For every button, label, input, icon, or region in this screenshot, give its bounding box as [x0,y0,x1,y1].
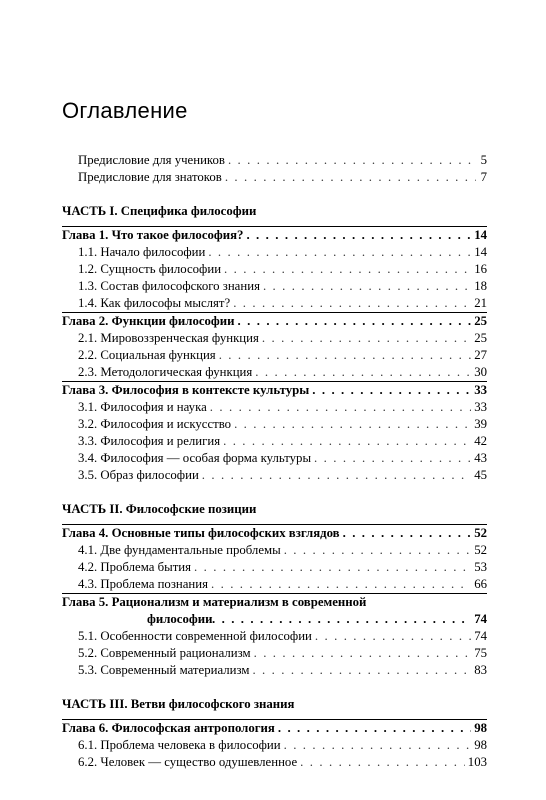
toc-page-number: 33 [474,400,487,414]
toc-section[interactable] [62,347,487,364]
toc-page-number: 33 [474,383,487,397]
toc-page-number: 21 [474,296,487,310]
toc-section[interactable] [62,330,487,347]
toc-page-number: 98 [474,738,487,752]
toc-page-number: 53 [474,560,487,574]
dot-leader [223,433,471,450]
toc-section-title: 1.2. Сущность философии [78,262,222,276]
toc-section-title: 1.3. Состав философского знания [78,279,260,293]
dot-leader [262,330,471,347]
toc-section-title: 3.1. Философия и наука [78,400,207,414]
dot-leader [284,542,472,559]
dot-leader [228,152,476,169]
toc-section-title: 4.2. Проблема бытия [78,560,192,574]
toc-section-title: 1.1. Начало философии [78,245,206,259]
toc-section[interactable] [62,399,487,416]
toc-section[interactable] [62,364,487,381]
toc-page-number: 74 [474,629,487,643]
toc-section[interactable] [62,737,487,754]
toc-section-title: 5.1. Особенности современной философии [78,629,312,643]
toc-part-2[interactable] [62,501,487,518]
toc-part-title: ЧАСТЬ III. Ветви философского знания [62,697,295,711]
toc-chapter-title-line1: Глава 5. Рационализм и материализм в современной [62,595,367,609]
dot-leader [225,169,476,186]
toc-page-number: 75 [474,646,487,660]
dot-leader [234,416,471,433]
toc-page-number: 52 [474,526,487,540]
toc-section[interactable] [62,416,487,433]
toc-section-title: 3.3. Философия и религия [78,434,221,448]
toc-section-title: 1.4. Как философы мыслят? [78,296,231,310]
toc-section[interactable] [62,754,487,771]
toc-section-title: 3.5. Образ философии [78,468,199,482]
toc-chapter-title: Глава 2. Функции философии [62,314,235,328]
toc-part-3[interactable] [62,696,487,713]
dot-leader [238,313,472,330]
dot-leader [284,737,472,754]
toc-chapter-title: Глава 3. Философия в контексте культуры [62,383,310,397]
toc-page-number: 98 [474,721,487,735]
toc-section[interactable] [62,467,487,484]
toc-section-title: 4.1. Две фундаментальные проблемы [78,543,281,557]
toc-page-number: 25 [474,331,487,345]
dot-leader [312,382,471,399]
toc-section[interactable] [62,662,487,679]
dot-leader [194,559,471,576]
toc-part-title: ЧАСТЬ I. Специфика философии [62,204,257,218]
toc-page-number: 5 [480,153,487,167]
toc-chapter-6[interactable] [62,720,487,737]
toc-page-number: 16 [474,262,487,276]
toc-heading: Оглавление [62,98,188,123]
toc-page-number: 30 [474,365,487,379]
toc-page-number: 14 [474,228,487,242]
toc-part-title: ЧАСТЬ II. Философские позиции [62,502,257,516]
dot-leader [315,628,471,645]
dot-leader [314,450,471,467]
toc-section[interactable] [62,261,487,278]
dot-leader [343,525,472,542]
dot-leader [252,662,471,679]
toc-chapter-title: Глава 4. Основные типы философских взглядов [62,526,340,540]
dot-leader [219,347,472,364]
toc-page-number: 7 [480,170,487,184]
dot-leader [246,227,471,244]
dot-leader [254,645,472,662]
toc-entry-title: Предисловие для знатоков [78,170,222,184]
toc-chapter-title: Глава 1. Что такое философия? [62,228,244,242]
toc-page-number: 42 [474,434,487,448]
toc-page-number: 74 [474,612,487,626]
toc-section-title: 6.2. Человек — существо одушевленное [78,755,298,769]
dot-leader [300,754,465,771]
dot-leader [202,467,471,484]
dot-leader [278,720,471,737]
dot-leader [208,244,471,261]
toc-chapter-title-line2: философии [147,612,213,626]
toc-section-title: 4.3. Проблема познания [78,577,208,591]
toc-section[interactable] [62,576,487,593]
toc-section[interactable] [62,244,487,261]
toc-entry-title: Предисловие для учеников [78,153,225,167]
toc-page-number: 45 [474,468,487,482]
toc-chapter-3[interactable] [62,382,487,399]
toc-section-title: 3.4. Философия — особая форма культуры [78,451,312,465]
dot-leader [212,611,471,628]
dot-leader [255,364,471,381]
toc-section[interactable] [62,628,487,645]
toc-page-number: 66 [474,577,487,591]
toc-page-number: 14 [474,245,487,259]
toc-chapter-4[interactable] [62,525,487,542]
toc-page-number: 83 [474,663,487,677]
toc-page-number: 52 [474,543,487,557]
toc-section-title: 3.2. Философия и искусство [78,417,232,431]
dot-leader [233,295,471,312]
dot-leader [210,399,471,416]
toc-section-title: 5.3. Современный материализм [78,663,250,677]
toc-section[interactable] [62,559,487,576]
toc-chapter-1[interactable] [62,227,487,244]
toc-page-number: 18 [474,279,487,293]
table-of-contents [62,152,487,771]
toc-part-1[interactable] [62,203,487,220]
toc-entry-preface-students[interactable] [62,152,487,169]
toc-page-number: 39 [474,417,487,431]
toc-section[interactable] [62,278,487,295]
dot-leader [211,576,471,593]
toc-section-title: 2.2. Социальная функция [78,348,216,362]
toc-section[interactable] [62,542,487,559]
toc-section-title: 5.2. Современный рационализм [78,646,251,660]
dot-leader [263,278,471,295]
toc-section[interactable] [62,450,487,467]
toc-entry-preface-experts[interactable] [62,169,487,186]
toc-page-number: 43 [474,451,487,465]
toc-chapter-2[interactable] [62,313,487,330]
toc-section-title: 2.1. Мировоззренческая функция [78,331,259,345]
toc-section[interactable] [62,645,487,662]
toc-page-number: 25 [474,314,487,328]
toc-section[interactable] [62,295,487,312]
toc-section[interactable] [62,433,487,450]
dot-leader [224,261,471,278]
toc-page-number: 103 [467,755,487,769]
toc-chapter-title: Глава 6. Философская антропология [62,721,275,735]
toc-page-number: 27 [474,348,487,362]
toc-section-title: 2.3. Методологическая функция [78,365,253,379]
toc-section-title: 6.1. Проблема человека в философии [78,738,281,752]
